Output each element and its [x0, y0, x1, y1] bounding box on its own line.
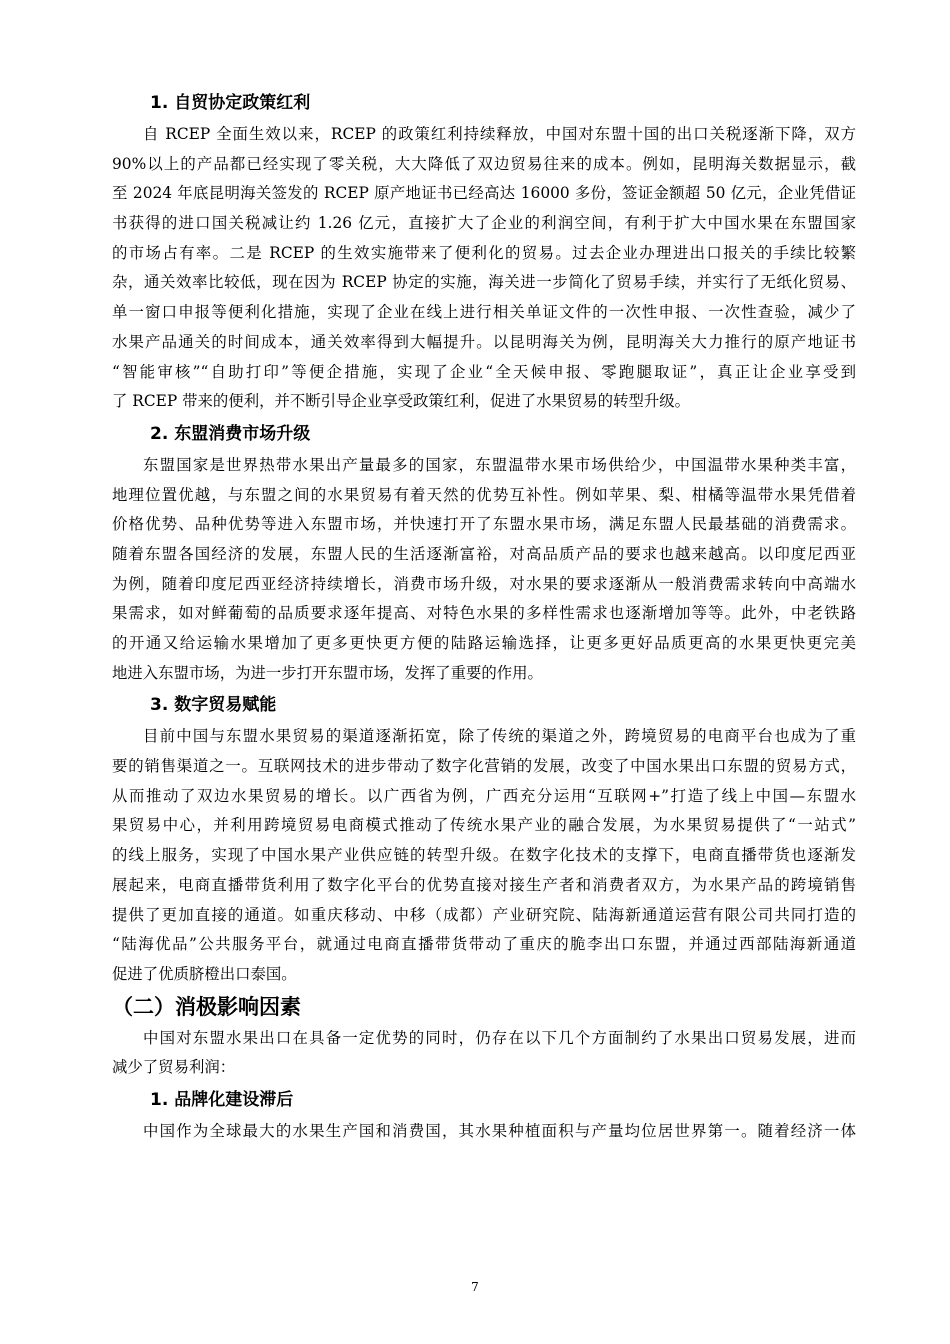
paragraph-line: 展起来，电商直播带货利用了数字化平台的优势直接对接生产者和消费者双方，为水果产品的跨境销售	[112, 875, 856, 894]
paragraph-line: 水果产品通关的时间成本，通关效率得到大幅提升。以昆明海关为例，昆明海关大力推行的原产地证书	[112, 332, 856, 351]
paragraph-line: 地理位置优越，与东盟之间的水果贸易有着天然的优势互补性。例如苹果、梨、柑橘等温带水果凭借着	[112, 485, 856, 504]
paragraph-line: 从而推动了双边水果贸易的增长。以广西省为例，广西充分运用“互联网+”打造了线上中国—东盟水	[112, 786, 856, 805]
section-paragraph	[112, 1117, 856, 1147]
paragraph-line: 至 2024 年底昆明海关签发的 RCEP 原产地证书已经高达 16000 多份，签证金额超 50 亿元，企业凭借证	[112, 184, 856, 203]
paragraph-line: 东盟国家是世界热带水果出产量最多的国家，东盟温带水果市场供给少，中国温带水果种类丰富，	[143, 455, 856, 474]
paragraph-line: “陆海优品”公共服务平台，就通过电商直播带货带动了重庆的脆李出口东盟，并通过西部陆海新通道	[112, 935, 856, 954]
intro-paragraph	[112, 1024, 856, 1083]
section-heading: 2. 东盟消费市场升级	[150, 423, 311, 444]
paragraph-line: 随着东盟各国经济的发展，东盟人民的生活逐渐富裕，对高品质产品的要求也越来越高。以印度尼西亚	[112, 544, 856, 563]
section-paragraph	[112, 120, 856, 417]
paragraph-line: 地进入东盟市场，为进一步打开东盟市场，发挥了重要的作用。	[112, 663, 543, 682]
paragraph-line: 杂，通关效率比较低，现在因为 RCEP 协定的实施，海关进一步简化了贸易手续，并实行了无纸化贸易、	[112, 273, 856, 292]
paragraph-line: “智能审核”“自助打印”等便企措施，实现了企业“全天候申报、零跑腿取证”，真正让企业享受到	[112, 362, 856, 381]
paragraph-line: 的市场占有率。二是 RCEP 的生效实施带来了便利化的贸易。过去企业办理进出口报关的手续比较繁	[112, 243, 856, 262]
section-heading: 1. 自贸协定政策红利	[150, 93, 311, 113]
paragraph-line: 中国作为全球最大的水果生产国和消费国，其水果种植面积与产量均位居世界第一。随着经济一体	[143, 1121, 856, 1140]
section-paragraph	[112, 722, 856, 989]
paragraph-line: 了 RCEP 带来的便利，并不断引导企业享受政策红利，促进了水果贸易的转型升级。	[112, 392, 691, 411]
paragraph-line: 要的销售渠道之一。互联网技术的进步带动了数字化营销的发展，改变了中国水果出口东盟的贸易方式，	[112, 757, 856, 776]
page-number: 7	[471, 1280, 479, 1294]
chapter-heading: （二）消极影响因素	[112, 994, 301, 1019]
paragraph-line: 减少了贸易利润：	[112, 1058, 236, 1077]
section-heading: 3. 数字贸易赋能	[150, 695, 277, 716]
page-content	[112, 86, 856, 1147]
paragraph-line: 果贸易中心，并利用跨境贸易电商模式推动了传统水果产业的融合发展，为水果贸易提供了“一站式”	[112, 816, 856, 835]
paragraph-line: 90%以上的产品都已经实现了零关税，大大降低了双边贸易往来的成本。例如，昆明海关数据显示，截	[112, 154, 856, 173]
paragraph-line: 自 RCEP 全面生效以来，RCEP 的政策红利持续释放，中国对东盟十国的出口关税逐渐下降，双方	[143, 125, 856, 143]
paragraph-line: 价格优势、品种优势等进入东盟市场，并快速打开了东盟水果市场，满足东盟人民最基础的消费需求。	[112, 515, 856, 534]
paragraph-line: 促进了优质脐橙出口泰国。	[112, 964, 297, 983]
paragraph-line: 为例，随着印度尼西亚经济持续增长，消费市场升级，对水果的要求逐渐从一般消费需求转向中高端水	[112, 574, 856, 593]
paragraph-line: 书获得的进口国关税减让约 1.26 亿元，直接扩大了企业的利润空间，有利于扩大中国水果在东盟国家	[112, 214, 856, 233]
paragraph-line: 中国对东盟水果出口在具备一定优势的同时，仍存在以下几个方面制约了水果出口贸易发展，进而	[143, 1028, 856, 1047]
section-paragraph	[112, 451, 856, 689]
paragraph-line: 果需求，如对鲜葡萄的品质要求逐年提高、对特色水果的多样性需求也逐渐增加等等。此外，中老铁路	[112, 604, 856, 623]
paragraph-line: 单一窗口申报等便利化措施，实现了企业在线上进行相关单证文件的一次性申报、一次性查验，减少了	[112, 303, 856, 322]
paragraph-line: 的线上服务，实现了中国水果产业供应链的转型升级。在数字化技术的支撑下，电商直播带货也逐渐发	[112, 846, 856, 865]
paragraph-line: 提供了更加直接的通道。如重庆移动、中移（成都）产业研究院、陆海新通道运营有限公司共同打造的	[112, 905, 856, 924]
paragraph-line: 的开通又给运输水果增加了更多更快更方便的陆路运输选择，让更多更好品质更高的水果更快更完美	[112, 634, 856, 652]
section-heading: 1. 品牌化建设滞后	[150, 1089, 294, 1110]
paragraph-line: 目前中国与东盟水果贸易的渠道逐渐拓宽，除了传统的渠道之外，跨境贸易的电商平台也成为了重	[143, 727, 856, 746]
